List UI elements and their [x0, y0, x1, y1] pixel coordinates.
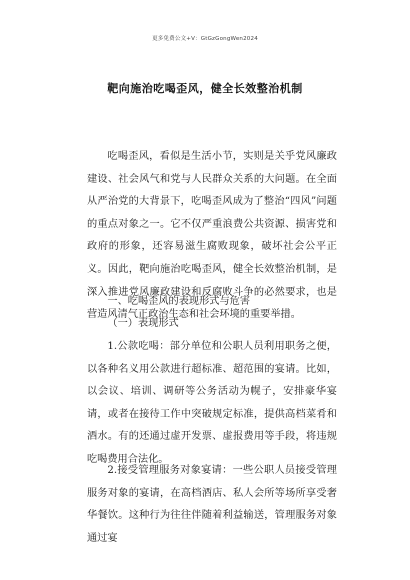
subsection-heading: （一）表现形式: [107, 318, 179, 329]
item2-paragraph: 2.接受管理服务对象宴请：一些公职人员接受管理服务对象的宴请，在高档酒店、私人会所等场所享受奢华餐饮。这种行为往往伴随着利益输送，管理服务对象通过宴: [87, 465, 337, 544]
section-heading: 一、吃喝歪风的表现形式与危害: [107, 296, 251, 307]
item1-paragraph: 1.公款吃喝：部分单位和公职人员利用职务之便，以各种名义用公款进行超标准、超范围的宴请。比如，以会议、培训、调研等公务活动为幌子，安排豪华宴请，或者在接待工作中突破规定标准，提供高档菜肴和酒水。有的还通过虚开发票、虚报费用等手段，将违规吃喝费用合法化。: [87, 341, 337, 465]
header-note: 更多免费公文+V：GtGzGongWen2024: [152, 36, 258, 42]
intro-paragraph: 吃喝歪风，看似是生活小节，实则是关乎党风廉政建设、社会风气和党与人民群众关系的大问题。在全面从严治党的大背景下，吃喝歪风成为了整治“四风”问题的重点对象之一。它不仅严重浪费公共资源、损害党和政府的形象，还容易滋生腐败现象，破坏社会公平正义。因此，靶向施治吃喝歪风，健全长效整治机制，是深入推进党风廉政建设和反腐败斗争的必然要求，也是营造风清气正政治生态和社会环境的重要举措。: [87, 151, 337, 321]
document-title: 靶向施治吃喝歪风，健全长效整治机制: [107, 82, 303, 95]
